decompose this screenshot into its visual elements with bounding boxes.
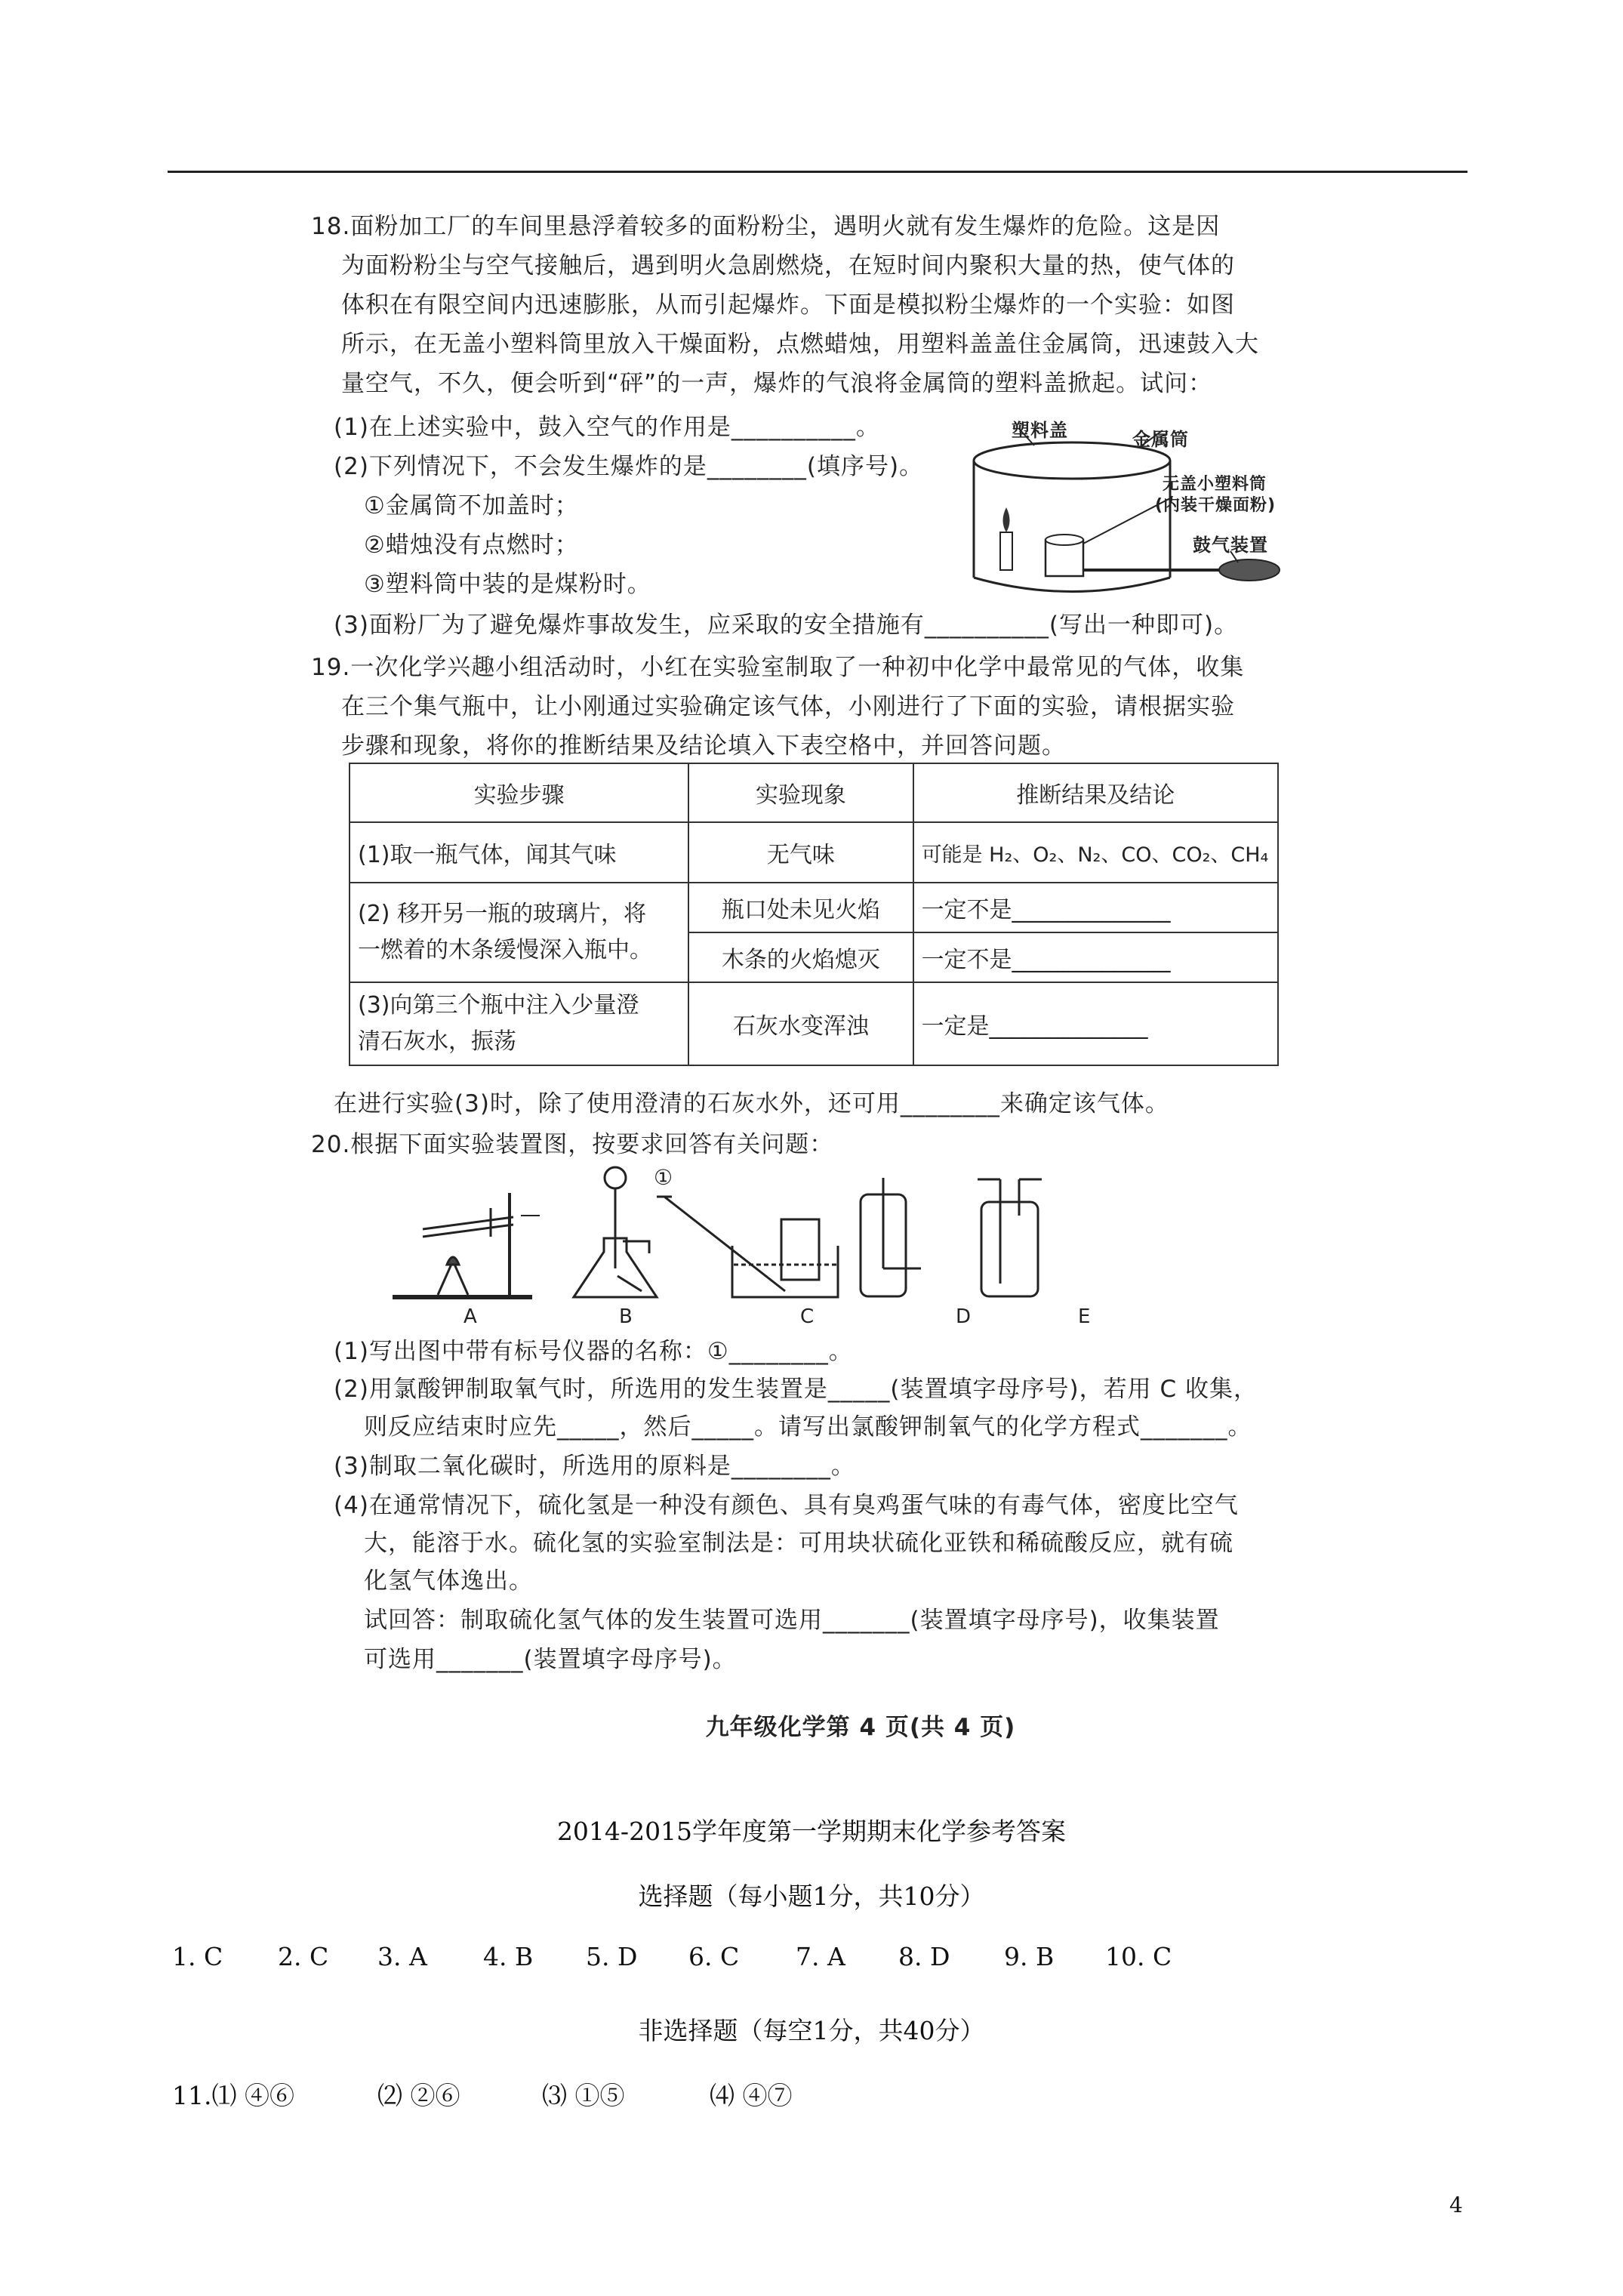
- header-step: 实验步骤: [350, 763, 688, 822]
- choice-answer: 3. A: [377, 1942, 427, 1971]
- q18-sub2: (2)下列情况下，不会发生爆炸的是________(填序号)。: [334, 453, 924, 480]
- experiment-table: [349, 763, 1279, 1066]
- q18-option-2: ②蜡烛没有点燃时；: [364, 532, 579, 559]
- page-footer: 九年级化学第 4 页(共 4 页): [705, 1714, 1016, 1741]
- q18-sub3: (3)面粉厂为了避免爆炸事故发生，应采取的安全措施有__________(写出一种即可)。: [334, 612, 1239, 639]
- q20-sub4-cont: 化氢气体逸出。: [364, 1567, 533, 1595]
- apparatus-d: [861, 1178, 921, 1296]
- apparatus-marker: ①: [654, 1165, 674, 1190]
- q20-sub4: (4)在通常情况下，硫化氢是一种没有颜色、具有臭鸡蛋气味的有毒气体，密度比空气: [334, 1492, 1239, 1519]
- figure-label-cup-note: (内装干燥面粉): [1155, 496, 1277, 515]
- figure-label-lid: 塑料盖: [1012, 420, 1068, 441]
- q18-line: 体积在有限空间内迅速膨胀，从而引起爆炸。下面是模拟粉尘爆炸的一个实验：如图: [341, 291, 1235, 319]
- apparatus-b: [574, 1167, 657, 1297]
- figure-label-pump: 鼓气装置: [1193, 535, 1268, 556]
- row3-phenomenon: 石灰水变浑浊: [688, 982, 913, 1065]
- header-phenomenon: 实验现象: [688, 763, 913, 822]
- row2-result-a: 一定不是______________: [913, 883, 1278, 932]
- apparatus-label-e: E: [1078, 1305, 1092, 1328]
- choice-answer: 6. C: [688, 1942, 740, 1971]
- figure-label-can: 金属筒: [1132, 429, 1189, 450]
- q19-line: 19.一次化学兴趣小组活动时，小红在实验室制取了一种初中化学中最常见的气体，收集: [311, 654, 1245, 681]
- row2-phenomenon-a: 瓶口处未见火焰: [688, 883, 913, 932]
- q19-line: 在三个集气瓶中，让小刚通过实验确定该气体，小刚进行了下面的实验，请根据实验: [341, 693, 1235, 720]
- apparatus-e: [978, 1179, 1042, 1296]
- choice-answer: 7. A: [796, 1942, 845, 1971]
- row3-step-line1: (3)向第三个瓶中注入少量澄: [358, 992, 639, 1019]
- apparatus-label-a: A: [463, 1305, 478, 1328]
- choice-answer: 2. C: [278, 1942, 329, 1971]
- apparatus-c: [657, 1197, 838, 1297]
- q18-option-1: ①金属筒不加盖时；: [364, 492, 579, 519]
- choice-answer: 4. B: [483, 1942, 534, 1971]
- q18-option-3: ③塑料筒中装的是煤粉时。: [364, 571, 651, 598]
- choice-answer: 5. D: [586, 1942, 638, 1971]
- table-row: [350, 883, 1278, 932]
- q20-sub3: (3)制取二氧化碳时，所选用的原料是________。: [334, 1453, 855, 1480]
- page-number: 4: [1449, 2193, 1463, 2217]
- q20-sub1: (1)写出图中带有标号仪器的名称：①________。: [334, 1338, 853, 1365]
- q20-sub4-cont: 试回答：制取硫化氢气体的发生装置可选用_______(装置填字母序号)，收集装置: [364, 1607, 1220, 1634]
- q11-answer: 11.⑴ ④⑥: [172, 2081, 294, 2110]
- q20-sub4-cont: 可选用_______(装置填字母序号)。: [364, 1646, 737, 1673]
- choice-answer: 10. C: [1105, 1942, 1172, 1971]
- q18-sub1: (1)在上述实验中，鼓入空气的作用是__________。: [334, 414, 880, 441]
- q18-line: 量空气，不久，便会听到“砰”的一声，爆炸的气浪将金属筒的塑料盖掀起。试问：: [341, 370, 1213, 397]
- row2-step-line2: 一燃着的木条缓慢深入瓶中。: [358, 937, 652, 963]
- row2-step: [350, 883, 688, 982]
- q20-sub2-cont: 则反应结束时应先_____，然后_____。请写出氯酸钾制氧气的化学方程式_______。: [364, 1413, 1252, 1441]
- q20-title: 20.根据下面实验装置图，按要求回答有关问题：: [311, 1131, 834, 1158]
- answers-section-2: 非选择题（每空1分，共40分）: [638, 2016, 985, 2045]
- row3-step: [350, 982, 688, 1065]
- row2-step-line1: (2) 移开另一瓶的玻璃片，将: [358, 901, 647, 927]
- q18-line: 所示，在无盖小塑料筒里放入干燥面粉，点燃蜡烛，用塑料盖盖住金属筒，迅速鼓入大: [341, 331, 1259, 358]
- apparatus-figure: [377, 1163, 1170, 1329]
- q19-line: 步骤和现象，将你的推断结果及结论填入下表空格中，并回答问题。: [341, 732, 1066, 760]
- figure-label-cup: 无盖小塑料筒: [1163, 475, 1267, 494]
- apparatus-label-b: B: [619, 1305, 633, 1328]
- row2-phenomenon-b: 木条的火焰熄灭: [688, 932, 913, 982]
- table-row: [350, 982, 1278, 1065]
- choice-answer: 9. B: [1004, 1942, 1055, 1971]
- q19-after-table: 在进行实验(3)时，除了使用澄清的石灰水外，还可用________来确定该气体。: [334, 1090, 1169, 1117]
- q11-answer: ⑶ ①⑤: [542, 2081, 625, 2110]
- answers-section-1: 选择题（每小题1分，共10分）: [638, 1881, 985, 1911]
- q20-sub2: (2)用氯酸钾制取氧气时，所选用的发生装置是_____(装置填字母序号)，若用 C 收集，: [334, 1376, 1258, 1403]
- header-rule: [168, 171, 1467, 173]
- row1-phenomenon: 无气味: [688, 822, 913, 883]
- table-header-row: [350, 763, 1278, 822]
- q11-answer: ⑷ ④⑦: [710, 2081, 793, 2110]
- apparatus-a: [393, 1193, 540, 1297]
- choice-answer: 1. C: [172, 1942, 223, 1971]
- apparatus-label-d: D: [956, 1305, 972, 1328]
- answers-title: 2014-2015学年度第一学期期末化学参考答案: [556, 1817, 1067, 1846]
- q18-line: 为面粉粉尘与空气接触后，遇到明火急剧燃烧，在短时间内聚积大量的热，使气体的: [341, 252, 1235, 279]
- q11-answer: ⑵ ②⑥: [377, 2081, 460, 2110]
- header-result: 推断结果及结论: [913, 763, 1278, 822]
- q18-line: 18.面粉加工厂的车间里悬浮着较多的面粉粉尘，遇明火就有发生爆炸的危险。这是因: [311, 213, 1221, 240]
- row1-step: (1)取一瓶气体，闻其气味: [350, 822, 688, 883]
- choice-answer: 8. D: [898, 1942, 950, 1971]
- table-row: [350, 822, 1278, 883]
- row1-result: 可能是 H₂、O₂、N₂、CO、CO₂、CH₄: [913, 822, 1278, 883]
- apparatus-label-c: C: [800, 1305, 815, 1328]
- row2-result-b: 一定不是______________: [913, 932, 1278, 982]
- row3-result: 一定是______________: [913, 982, 1278, 1065]
- row3-step-line2: 清石灰水，振荡: [358, 1028, 516, 1055]
- q20-sub4-cont: 大，能溶于水。硫化氢的实验室制法是：可用块状硫化亚铁和稀硫酸反应，就有硫: [364, 1530, 1233, 1557]
